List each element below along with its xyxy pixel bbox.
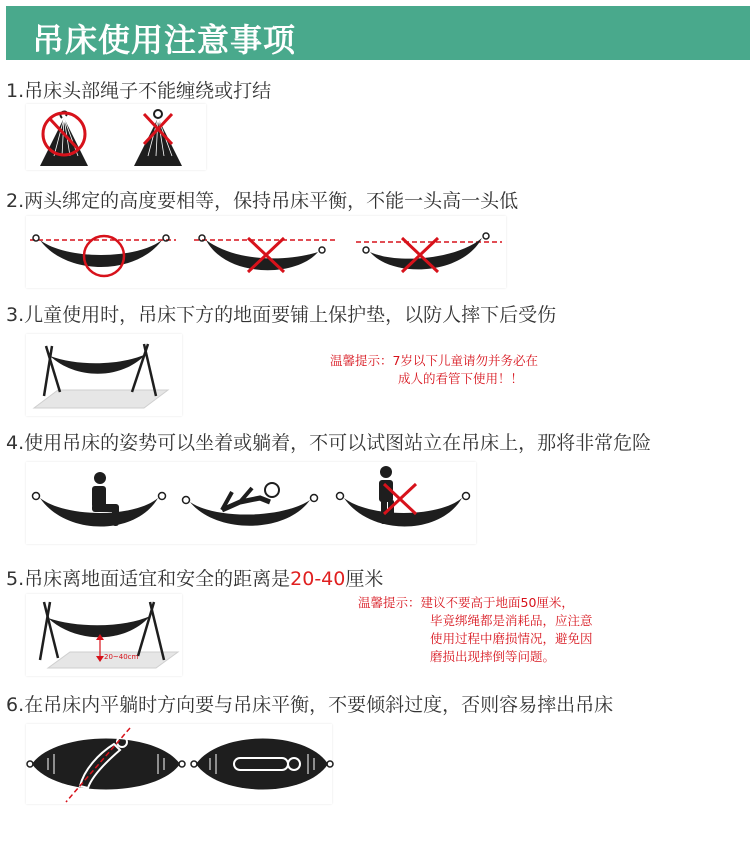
item-5-text-after: 厘米 (345, 568, 384, 590)
item-6-title: 6.在吊床内平躺时方向要与吊床平衡，不要倾斜过度，否则容易摔出吊床 (6, 694, 614, 716)
hammock-standing (337, 466, 470, 527)
hammock-straight (191, 739, 333, 790)
tip-5-line-1: 温馨提示：建议不要高于地面50厘米， (358, 595, 574, 610)
hammock-height-illustration (26, 594, 182, 676)
item-4-illustration (26, 462, 476, 544)
hammock-tilted (27, 728, 185, 802)
hammock-unbalanced-2 (356, 233, 502, 272)
lying-direction-illustration (26, 724, 332, 804)
tip-5-line-3: 使用过程中磨损情况，避免因 (430, 631, 593, 646)
tip-5-line-4: 磨损出现摔倒等问题。 (430, 649, 556, 664)
hammock-stand-mat-illustration (26, 334, 182, 416)
hammock-balanced (30, 235, 176, 276)
item-1-title: 1.吊床头部绳子不能缠绕或打结 (6, 80, 272, 102)
person-lying-icon (222, 483, 279, 510)
header-bar (6, 6, 750, 60)
tip-3-line-1: 温馨提示：7岁以下儿童请勿并务必在 (330, 353, 538, 368)
distance-label: 20~40cm (104, 653, 139, 661)
person-standing-icon (379, 466, 394, 524)
item-6-illustration (26, 724, 332, 804)
balance-illustration (26, 216, 506, 288)
rope-knot-illustration (26, 104, 206, 170)
item-2-title: 2.两头绑定的高度要相等，保持吊床平衡，不能一头高一头低 (6, 190, 519, 212)
item-5-distance-highlight: 20-40 (290, 568, 346, 590)
item-5-title (6, 564, 383, 591)
item-5-text-before: 5.吊床离地面适宜和安全的距离是 (6, 568, 291, 590)
tip-3-line-2: 成人的看管下使用！！ (398, 371, 524, 386)
item-3-illustration (26, 334, 182, 416)
rope-knotted-triangle (134, 110, 182, 166)
page-title: 吊床使用注意事项 (32, 21, 297, 59)
item-2-illustration (26, 216, 506, 288)
posture-illustration (26, 462, 476, 544)
item-5-illustration (26, 594, 182, 676)
hammock-unbalanced-1 (194, 235, 336, 272)
hammock-sitting (33, 472, 166, 527)
header (0, 0, 750, 66)
item-4-title: 4.使用吊床的姿势可以坐着或躺着，不可以试图站立在吊床上，那将非常危险 (6, 432, 652, 454)
item-3-title: 3.儿童使用时，吊床下方的地面要铺上保护垫，以防人摔下后受伤 (6, 304, 557, 326)
hammock-lying (183, 483, 318, 526)
item-1-illustration (26, 104, 206, 170)
tip-5-line-2: 毕竟绑绳都是消耗品，应注意 (430, 613, 593, 628)
